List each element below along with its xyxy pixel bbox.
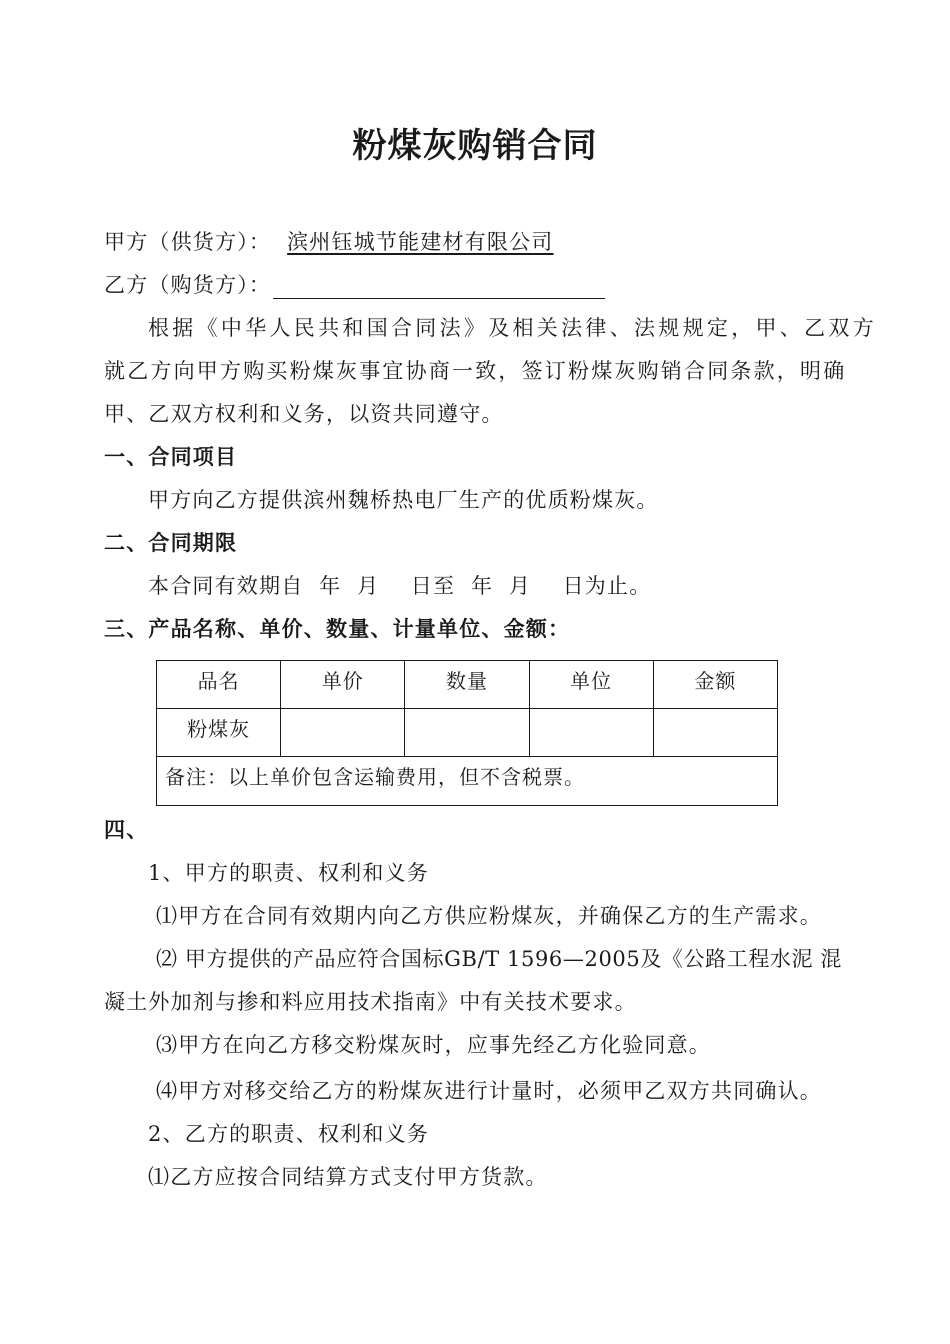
clause-a-2: ⑵ 甲方提供的产品应符合国标GB/T 1596—2005及《公路工程水泥 混 — [156, 947, 842, 971]
table-note: 备注：以上单价包含运输费用，但不含税票。 — [157, 757, 778, 806]
clause-b-1: ⑴乙方应按合同结算方式支付甲方货款。 — [148, 1165, 548, 1189]
section-4-sub1: 1、甲方的职责、权利和义务 — [148, 861, 429, 885]
clause-a-3: ⑶甲方在向乙方移交粉煤灰时，应事先经乙方化验同意。 — [156, 1033, 711, 1057]
party-a-line — [104, 226, 554, 256]
table-header-cell: 金额 — [653, 661, 777, 709]
clause-a-2-cont: 凝土外加剂与掺和料应用技术指南》中有关技术要求。 — [104, 990, 637, 1014]
table-header-cell: 单价 — [281, 661, 405, 709]
product-table — [156, 660, 778, 806]
table-cell — [529, 709, 653, 757]
clause-a-4: ⑷甲方对移交给乙方的粉煤灰进行计量时，必须甲乙双方共同确认。 — [156, 1079, 822, 1103]
section-4-sub2: 2、乙方的职责、权利和义务 — [148, 1122, 429, 1146]
party-a-value: 滨州钰城节能建材有限公司 — [287, 230, 554, 254]
table-header-cell: 数量 — [405, 661, 529, 709]
table-note-row — [157, 757, 778, 806]
table-header-cell: 品名 — [157, 661, 281, 709]
intro-line-3: 甲、乙双方权利和义务，以资共同遵守。 — [104, 402, 504, 426]
section-2-heading: 二、合同期限 — [104, 531, 238, 555]
party-b-blank — [273, 274, 605, 299]
intro-line-1: 根据《中华人民共和国合同法》及相关法律、法规规定，甲、乙双方 — [148, 316, 877, 340]
table-cell — [281, 709, 405, 757]
clause-a-1: ⑴甲方在合同有效期内向乙方供应粉煤灰，并确保乙方的生产需求。 — [156, 904, 822, 928]
table-cell — [653, 709, 777, 757]
section-3-heading: 三、产品名称、单价、数量、计量单位、金额： — [104, 617, 571, 641]
table-cell — [405, 709, 529, 757]
section-1-text: 甲方向乙方提供滨州魏桥热电厂生产的优质粉煤灰。 — [148, 488, 659, 512]
contract-title: 粉煤灰购销合同 — [352, 126, 598, 166]
party-a-label: 甲方（供货方）： — [104, 230, 272, 254]
section-1-heading: 一、合同项目 — [104, 445, 238, 469]
party-b-label: 乙方（购货方）： — [104, 273, 272, 297]
table-header-row — [157, 661, 778, 709]
party-b-line — [104, 269, 605, 299]
table-row — [157, 709, 778, 757]
table-header-cell: 单位 — [529, 661, 653, 709]
section-2-text: 本合同有效期自 年 月 日至 年 月 日为止。 — [148, 574, 652, 598]
table-cell: 粉煤灰 — [157, 709, 281, 757]
section-4-heading: 四、 — [104, 818, 149, 842]
intro-line-2: 就乙方向甲方购买粉煤灰事宜协商一致，签订粉煤灰购销合同条款，明确 — [104, 359, 847, 383]
